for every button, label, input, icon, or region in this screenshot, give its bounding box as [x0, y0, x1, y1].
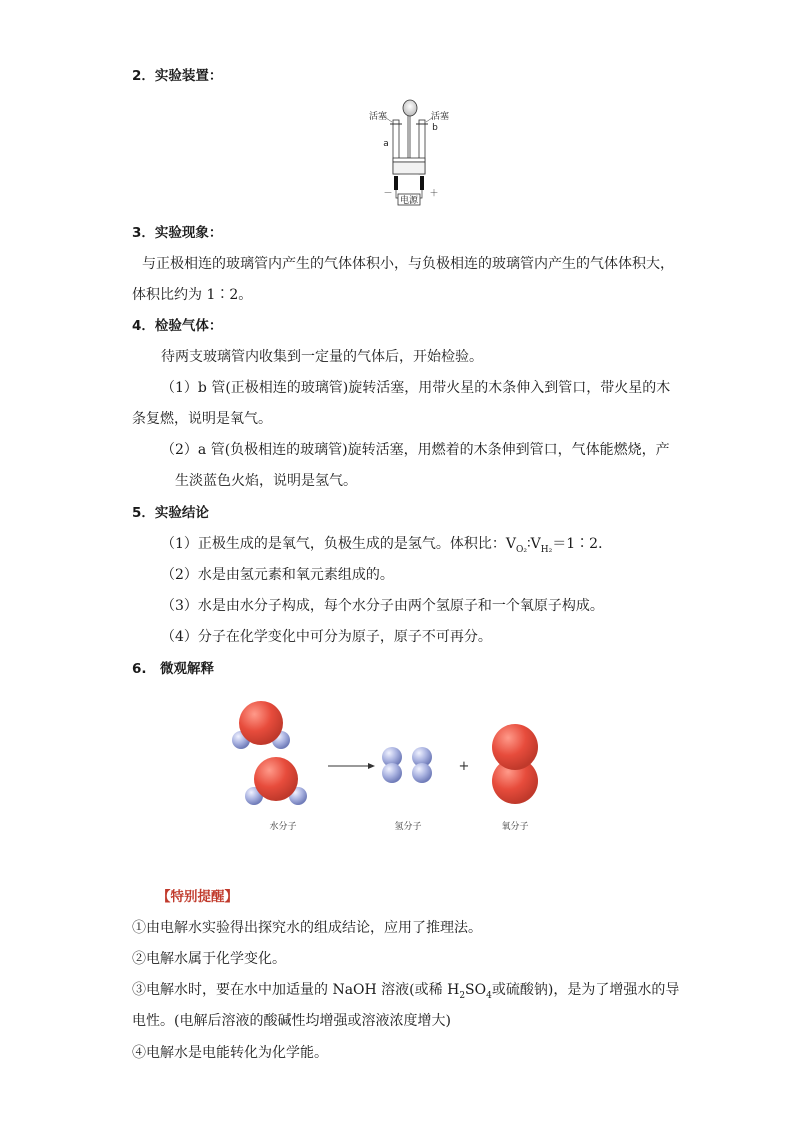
section-2-heading: 2．实验装置： [132, 68, 223, 84]
section-5-item1-mid: ∶V [527, 536, 541, 552]
electrode-right [420, 176, 424, 190]
tip-3-line2: 电性。(电解后溶液的酸碱性均增强或溶液浓度增大) [132, 1013, 451, 1029]
stopcock-left-label: 活塞 [368, 112, 388, 122]
tip-1: ①由电解水实验得出探究水的组成结论，应用了推理法。 [132, 920, 482, 936]
tips-title: 【特别提醒】 [157, 889, 238, 905]
section-5-item1-pre: （1）正极生成的是氧气，负极生成的是氢气。体积比：V [161, 536, 517, 552]
tip-4: ④电解水是电能转化为化学能。 [132, 1045, 328, 1061]
section-3-text-line1: 与正极相连的玻璃管内产生的气体体积小，与负极相连的玻璃管内产生的气体体积大， [142, 256, 674, 272]
oxygen-molecule-label: 氧分子 [501, 822, 529, 832]
section-4-heading: 4．检验气体： [132, 318, 223, 334]
water-molecule-2 [245, 757, 307, 805]
section-3-heading: 3．实验现象： [132, 225, 223, 241]
plus-sign: + [458, 759, 470, 774]
section-5-item1-post: ＝1∶2． [552, 536, 613, 552]
tube-b-label: b [432, 123, 438, 133]
section-5-item1-sub-o2: O₂ [516, 544, 528, 555]
tip-2: ②电解水属于化学变化。 [132, 951, 286, 967]
water-molecule-label: 水分子 [269, 822, 297, 832]
section-5-item1-sub-h2: H₂ [540, 544, 553, 555]
section-4-item1-line2: 条复燃，说明是氧气。 [132, 411, 272, 427]
section-5-heading: 5．实验结论 [132, 505, 209, 521]
water-molecule-1 [232, 701, 290, 749]
tip-3-line1 [132, 980, 679, 1006]
section-4-item2-line2: 生淡蓝色火焰，说明是氢气。 [175, 473, 357, 489]
section-5-item1 [161, 534, 612, 560]
section-3-text-line2: 体积比约为 1∶2。 [132, 287, 253, 303]
oxygen-molecule [492, 724, 538, 804]
electrolysis-apparatus-figure [364, 98, 450, 214]
minus-label: － [383, 189, 393, 199]
section-5-item2: （2）水是由氢元素和氧元素组成的。 [161, 567, 394, 583]
section-4-intro: 待两支玻璃管内收集到一定量的气体后，开始检验。 [161, 349, 483, 365]
plus-label: ＋ [429, 189, 439, 199]
section-5-item3: （3）水是由水分子构成，每个水分子由两个氢原子和一个氧原子构成。 [161, 598, 604, 614]
tube-a-label: a [383, 139, 389, 149]
stopcock-right-label: 活塞 [430, 112, 450, 122]
electrode-left [394, 176, 398, 190]
hydrogen-molecule-1 [382, 747, 402, 783]
tip-3-post: 或硫酸钠)，是为了增强水的导 [491, 982, 680, 998]
section-6-heading: 6. 微观解释 [132, 661, 215, 677]
reaction-arrow [328, 763, 375, 769]
section-4-item2-line1: （2）a 管(负极相连的玻璃管)旋转活塞，用燃着的木条伸到管口，气体能燃烧，产 [161, 442, 670, 458]
section-5-item4: （4）分子在化学变化中可分为原子，原子不可再分。 [161, 629, 492, 645]
power-label: 电源 [399, 196, 419, 206]
molecular-explanation-figure [225, 695, 555, 840]
tip-3-sub-4: 4 [486, 990, 492, 1001]
hydrogen-molecule-label: 氢分子 [394, 822, 422, 832]
tip-3-sub-2: 2 [459, 990, 466, 1001]
tip-3-pre: ③电解水时，要在水中加适量的 NaOH 溶液(或稀 H [132, 982, 460, 998]
section-4-item1-line1: （1）b 管(正极相连的玻璃管)旋转活塞，用带火星的木条伸入到管口，带火星的木 [161, 380, 671, 396]
funnel-bulb [403, 100, 417, 116]
hydrogen-molecule-2 [412, 747, 432, 783]
tip-3-mid: SO [465, 982, 487, 998]
